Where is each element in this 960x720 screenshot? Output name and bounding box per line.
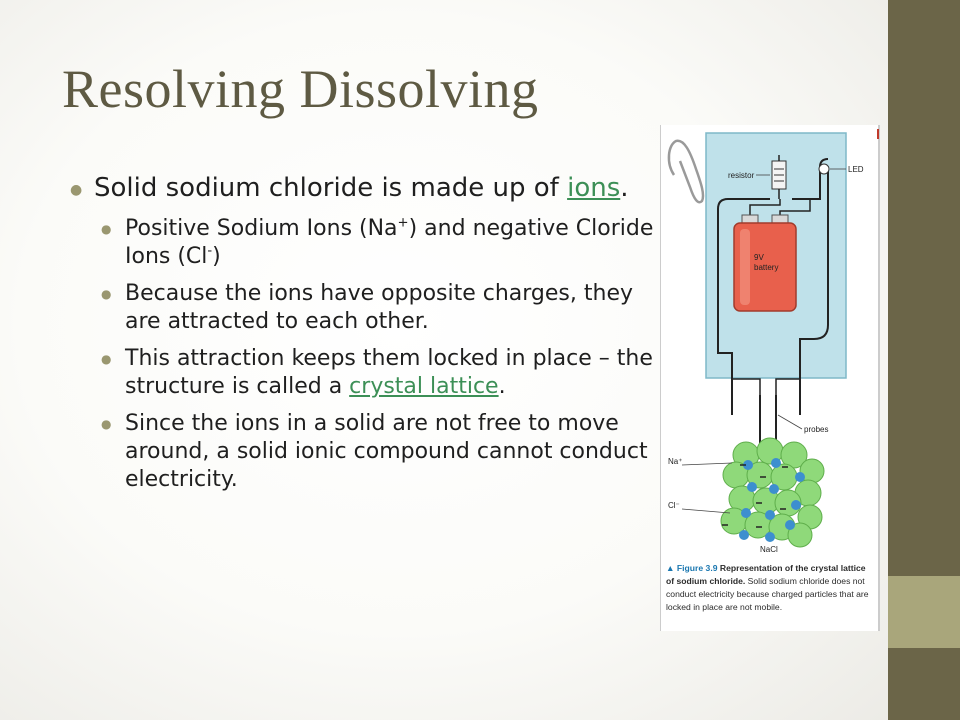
sub-bullet-ions-a: Positive Sodium Ions (Na: [125, 216, 398, 241]
sub-bullet-conduct-text: Since the ions in a solid are not free to move around, a solid ionic compound cannot conduct electricity.: [125, 411, 648, 492]
sodium-charge: +: [397, 215, 409, 231]
sub-bullet-charges: [101, 280, 655, 336]
caption-triangle-icon: ▲: [666, 563, 675, 573]
chloride-charge: -: [207, 243, 213, 259]
led-icon: [819, 164, 829, 174]
sub-bullet-lattice-text: This attraction keeps them locked in place – the structure is called a: [125, 346, 653, 399]
ions-link[interactable]: ions: [567, 173, 621, 203]
bullet-main: [70, 172, 655, 205]
sub-bullet-dot-icon: ●: [101, 417, 112, 431]
probes-pointer: [778, 415, 802, 429]
cl-pointer: [682, 509, 730, 513]
figure-illustration: [660, 125, 880, 631]
bullet-dot-icon: ●: [70, 182, 83, 198]
bullet-main-end: .: [620, 173, 629, 203]
resistor-label: resistor: [728, 171, 755, 180]
caption-body: Solid sodium chloride does not conduct electricity because charged particles that are locked in place are not mobile.: [666, 576, 869, 612]
nacl-conductivity-figure: [660, 125, 880, 631]
probes-label: probes: [804, 425, 829, 434]
battery-voltage-label: 9V: [754, 253, 764, 262]
probe-wire-left: [732, 379, 760, 395]
figure-caption: [666, 562, 876, 614]
bullet-list: [70, 172, 655, 503]
paper-clip-icon: [669, 141, 703, 202]
sub-bullet-charges-text: Because the ions have opposite charges, they are attracted to each other.: [125, 281, 634, 334]
crystal-label: NaCl: [760, 545, 778, 554]
sub-bullet-lattice: [101, 345, 655, 401]
sodium-ion-label: Na⁺: [668, 457, 683, 466]
battery-label: battery: [754, 263, 779, 272]
sub-bullet-lattice-end: .: [498, 374, 506, 399]
sub-bullet-ions-b: ) and negative Cloride Ions (Cl: [125, 216, 654, 269]
probe-wire-right: [776, 379, 800, 395]
caption-figure-number: Figure 3.9: [676, 563, 718, 573]
sub-bullet-dot-icon: ●: [101, 352, 112, 366]
chloride-ion-label: Cl⁻: [668, 501, 680, 510]
crystal-lattice: [721, 438, 824, 547]
bullet-main-text: Solid sodium chloride is made up of: [94, 173, 568, 203]
sub-bullet-ions-c: ): [212, 244, 221, 269]
slide-title: Resolving Dissolving: [62, 59, 539, 119]
crystal-lattice-link[interactable]: crystal lattice: [349, 374, 499, 399]
caption-title: Representation of the crystal lattice of sodium chloride.: [666, 563, 866, 586]
sub-bullet-dot-icon: ●: [101, 222, 112, 236]
battery-terminal-pos: [742, 215, 758, 223]
sidebar-accent: [888, 576, 960, 648]
na-pointer: [682, 463, 732, 465]
sub-bullet-dot-icon: ●: [101, 287, 112, 301]
sub-bullet-ions: [101, 215, 655, 271]
battery-terminal-neg: [772, 215, 788, 223]
sub-bullet-conduct: [101, 410, 655, 494]
led-label: LED: [848, 165, 864, 174]
